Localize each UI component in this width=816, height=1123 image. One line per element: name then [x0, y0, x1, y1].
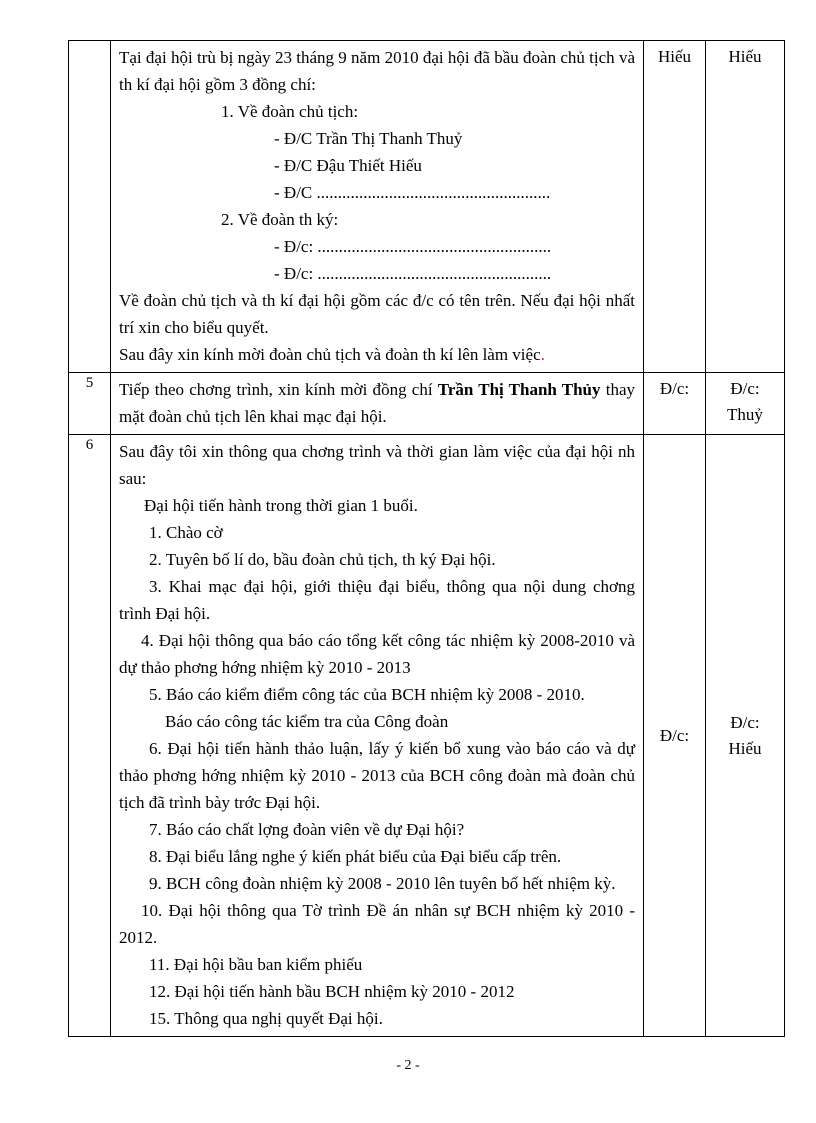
- agenda-item: 7. Báo cáo chất lợng đoàn viên về dự Đại hội?: [149, 820, 465, 839]
- table-row: [69, 435, 784, 1037]
- responsible-label: Đ/c:: [730, 379, 760, 398]
- opening-paragraph: [119, 376, 635, 430]
- row-number: [69, 41, 111, 372]
- agenda-item: 1. Chào cờ: [149, 523, 223, 542]
- presenter-cell: Đ/c:: [644, 373, 706, 434]
- invite-period: .: [540, 345, 545, 364]
- presidium-heading: 1. Về đoàn chủ tịch:: [221, 102, 359, 121]
- agenda-item: 15. Thông qua nghị quyết Đại hội.: [149, 1009, 383, 1028]
- agenda-item: Báo cáo công tác kiểm tra của Công đoàn: [165, 712, 449, 731]
- table-row: [69, 373, 784, 435]
- secretary-heading: 2. Về đoàn th ký:: [221, 210, 339, 229]
- responsible-name: Hiếu: [728, 738, 762, 758]
- secretary-member: - Đ/c: .......................................................: [274, 264, 552, 283]
- chair-name: Trần Thị Thanh Thủy: [437, 380, 601, 399]
- responsible-label: Đ/c:: [730, 712, 760, 732]
- agenda-item: 10. Đại hội thông qua Tờ trình Đề án nhân sự BCH nhiệm kỳ 2010 - 2012.: [119, 901, 635, 947]
- agenda-item: 11. Đại hội bầu ban kiểm phiếu: [149, 955, 363, 974]
- agenda-item: 6. Đại hội tiến hành thảo luận, lấy ý kiến bổ xung vào báo cáo và dự thảo phơng hớng nhiệm kỳ 2010 - 2013 của BCH công đoàn mà đoàn chủ tịch đã trình bày trớc Đại hội.: [119, 739, 635, 812]
- row-content: [111, 41, 644, 372]
- agenda-table: [68, 40, 785, 1037]
- page-number: - 2 -: [396, 1058, 420, 1073]
- opening-text-end: thay mặt đoàn chủ tịch lên khai mạc đại hội.: [119, 380, 635, 426]
- agenda-item: 3. Khai mạc đại hội, giới thiệu đại biểu, thông qua nội dung chơng trình Đại hội.: [119, 577, 635, 623]
- invite-text: Sau đây xin kính mời đoàn chủ tịch và đoàn th kí lên làm việc: [119, 345, 541, 364]
- row-number: 5: [69, 373, 111, 434]
- program-intro: Sau đây tôi xin thông qua chơng trình và thời gian làm việc của đại hội nh sau:: [119, 442, 635, 488]
- presidium-member: - Đ/C .......................................................: [274, 183, 551, 202]
- responsible-cell: Hiếu: [728, 47, 762, 66]
- program-duration: Đại hội tiến hành trong thời gian 1 buổi.: [144, 496, 418, 515]
- agenda-item: 4. Đại hội thông qua báo cáo tổng kết công tác nhiệm kỳ 2008-2010 và dự thảo phơng hớng nhiệm kỳ 2010 - 2013: [119, 631, 635, 677]
- responsible-cell: [706, 435, 784, 1036]
- intro-paragraph: Tại đại hội trù bị ngày 23 tháng 9 năm 2010 đại hội đã bầu đoàn chủ tịch và th kí đại hội gồm 3 đồng chí:: [119, 48, 635, 94]
- invite-paragraph: [119, 341, 635, 368]
- responsible-cell: [706, 373, 784, 434]
- presidium-member: - Đ/C Trần Thị Thanh Thuỷ: [274, 129, 463, 148]
- row-content: [111, 373, 644, 434]
- presenter-cell: Hiếu: [644, 41, 706, 372]
- agenda-item: 8. Đại biểu lắng nghe ý kiến phát biểu của Đại biểu cấp trên.: [149, 847, 562, 866]
- closing-paragraph: Về đoàn chủ tịch và th kí đại hội gồm các đ/c có tên trên. Nếu đại hội nhất trí xin cho biểu quyết.: [119, 291, 635, 337]
- agenda-item: 5. Báo cáo kiểm điểm công tác của BCH nhiệm kỳ 2008 - 2010.: [149, 685, 585, 704]
- presenter-label: Đ/c:: [659, 725, 690, 745]
- row-content: [111, 435, 644, 1036]
- presenter-cell: [644, 435, 706, 1036]
- agenda-item: 9. BCH công đoàn nhiệm kỳ 2008 - 2010 lên tuyên bố hết nhiệm kỳ.: [149, 874, 616, 893]
- presidium-member: - Đ/C Đậu Thiết Hiếu: [274, 156, 422, 175]
- table-row: [69, 41, 784, 373]
- row-number: 6: [69, 435, 111, 1036]
- agenda-item: 2. Tuyên bố lí do, bầu đoàn chủ tịch, th ký Đại hội.: [149, 550, 496, 569]
- opening-text: Tiếp theo chơng trình, xin kính mời đồng chí: [119, 380, 438, 399]
- responsible-name: Thuỷ: [727, 405, 763, 424]
- agenda-item: 12. Đại hội tiến hành bầu BCH nhiệm kỳ 2010 - 2012: [149, 982, 515, 1001]
- secretary-member: - Đ/c: .......................................................: [274, 237, 552, 256]
